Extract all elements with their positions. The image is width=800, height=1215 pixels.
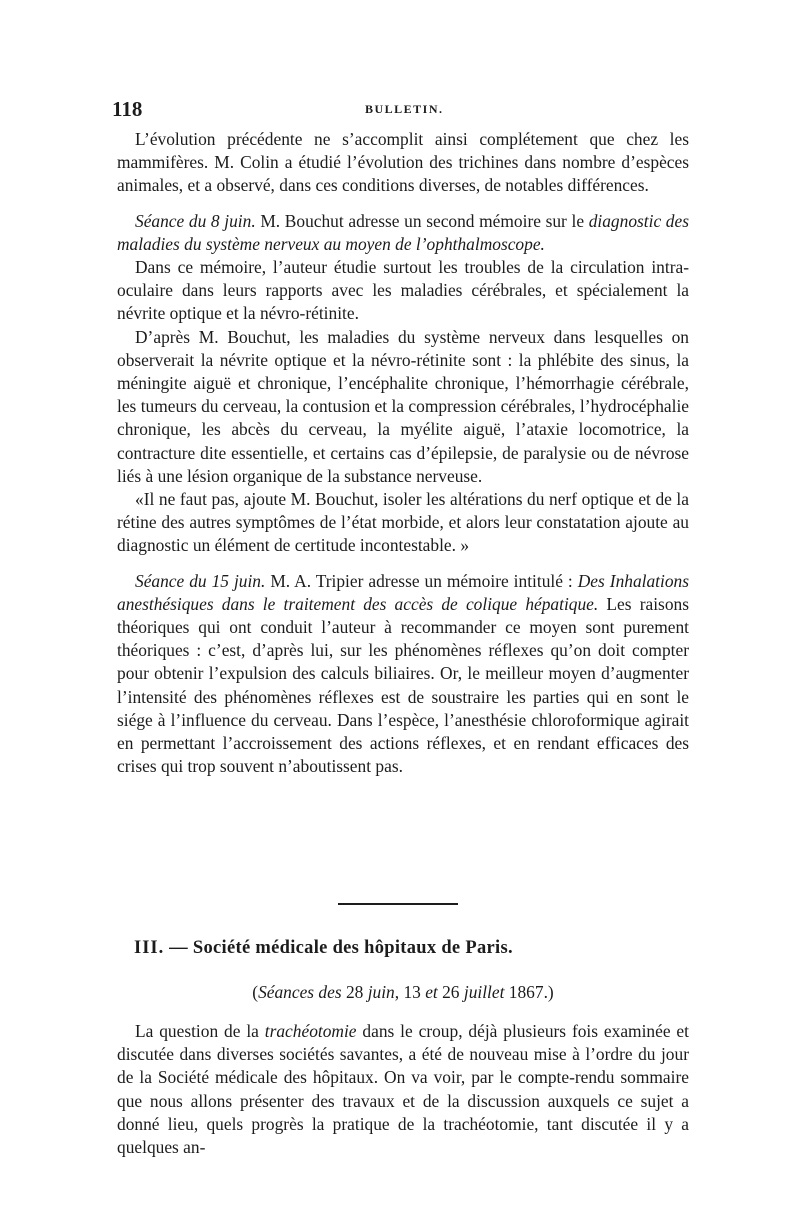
subtitle-month: juin [367,982,395,1002]
paragraph-text: dans le croup, déjà plusieurs fois examinée et discutée dans diverses sociétés savantes, a été de nouveau mise à l’ordre du jour de la Société médicale des hôpitaux. On va voir, par le compte-rendu sommaire que nous allons présenter des travaux et de la discussion auxquels ce sujet a donné lieu, quels progrès la pratique de la trachéotomie, tant discutée il y a quelques an- [117,1021,689,1158]
italic-term: trachéotomie [264,1021,357,1041]
subtitle-month: juillet [463,982,505,1002]
memoir-title: diagnostic des maladies du système nerveux au moyen de l’ophthalmoscope. [117,210,689,254]
paragraph-seance-8-juin [117,210,689,256]
section-subtitle [117,982,689,1003]
paragraph: D’après M. Bouchut, les maladies du système nerveux dans lesquelles on observerait la névrite optique et la névro-rétinite sont : la phlébite des sinus, la méningite aiguë et chronique, l’encéphalite chronique, l’hémorrhagie cérébrale, les tumeurs du cerveau, la contusion et la compression cérébrales, l’hydrocéphalie chronique, les abcès du cerveau, la myélite aiguë, l’ataxie locomotrice, la contracture dite essentielle, et certains cas d’épilepsie, de paralysie ou de névrose liés à une lésion organique de la substance nerveuse. [117,326,689,486]
paragraph: «Il ne faut pas, ajoute M. Bouchut, isoler les altérations du nerf optique et de la rétine des autres symptômes de l’état morbide, et alors leur constatation ajoute au diagnostic un élément de certitude incontestable. » [117,489,689,556]
section-dash: — [164,938,193,958]
paragraph-tracheotomie [117,1020,689,1159]
paragraph-text: M. Bouchut adresse un second mémoire sur le [255,210,589,231]
paragraph-text: La question de la [135,1021,265,1041]
paragraph-text: Les raisons théoriques qui ont conduit l’auteur à recommander ce moyen sont purement théoriques : c’est, d’après lui, sur les phénomènes réflexes qu’on doit compter pour obtenir l’expulsion des calculs biliaires. Or, le meilleur moyen d’augmenter l’intensité des phénomènes réflexes est de soustraire les parties qui en sont le siége à l’influence du cerveau. Dans l’espèce, l’anesthésie chloroformique agirait en permettant l’accroissement des actions réflexes, et en rendant efficaces des crises qui trop souvent n’aboutissent pas. [117,593,689,777]
seance-date: Séance du 8 juin. [135,210,256,231]
section-title: Société médicale des hôpitaux de Paris. [192,938,513,958]
running-head: BULLETIN. [365,102,444,116]
section-heading [134,938,674,959]
body-text [117,128,689,778]
seance-date: Séance du 15 juin. [135,570,266,591]
section-number: III. [134,938,165,958]
section-body-text [117,1020,689,1159]
subtitle-date: 28 [345,982,368,1002]
subtitle-date: , 13 [394,982,426,1002]
paragraph-seance-15-juin [117,570,689,779]
subtitle-seances: Séances des [258,982,346,1002]
subtitle-paren: ( [252,982,259,1002]
paragraph: L’évolution précédente ne s’accomplit ainsi complétement que chez les mammifères. M. Colin a étudié l’évolution des trichines dans nombre d’espèces animales, et a observé, dans ces conditions diverses, de notables différences. [117,129,689,196]
paragraph-text: M. A. Tripier adresse un mémoire intitulé : [265,570,578,591]
page-header [112,97,692,121]
section-divider [338,903,458,905]
paragraph: Dans ce mémoire, l’auteur étudie surtout les troubles de la circulation intra-oculaire dans leurs rapports avec les maladies cérébrales, et spécialement la névrite optique et la névro-rétinite. [117,257,689,324]
subtitle-date: 26 [437,982,464,1002]
subtitle-year: 1867.) [504,982,554,1002]
page-number: 118 [112,97,143,121]
memoir-title: Des Inhalations anesthésiques dans le traitement des accès de colique hépatique. [117,570,689,614]
subtitle-and: et [425,982,438,1002]
